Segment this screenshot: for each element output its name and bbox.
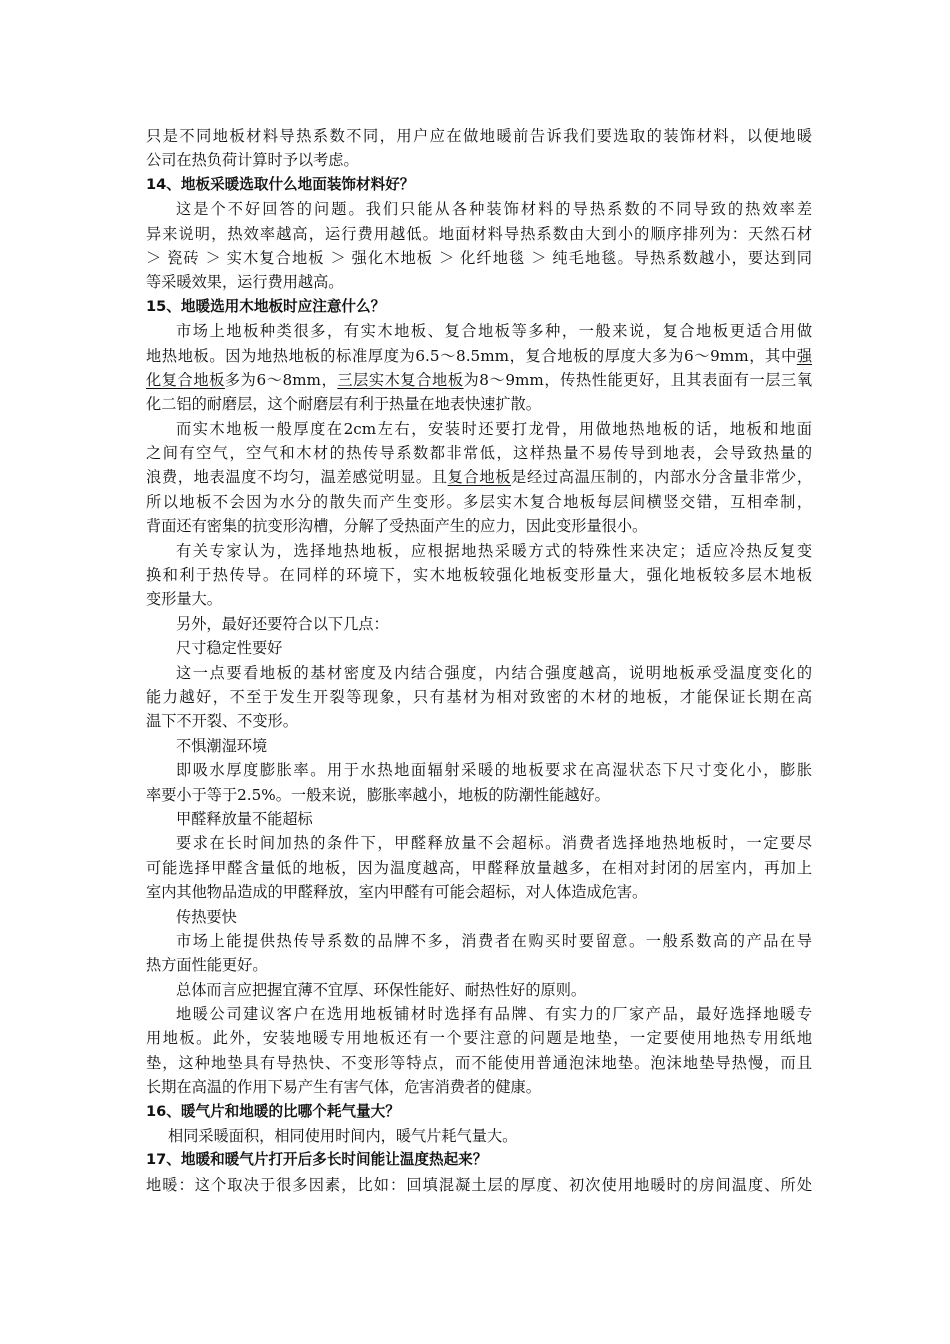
paragraph-line: 率要小于等于2.5%。一般来说，膨胀率越小，地板的防潮性能越好。 [146, 785, 610, 804]
paragraph-line: ＞ 瓷砖 ＞ 实木复合地板 ＞ 强化木地板 ＞ 化纤地毯 ＞ 纯毛地毯。导热系数越小，要达到同 [146, 248, 812, 267]
paragraph-line: 地暖公司建议客户在选用地板铺材时选择有品牌、有实力的厂家产品，最好选择地暖专 [176, 1005, 812, 1024]
text-segment: 浪费，地表温度不均匀，温差感觉明显。且 [146, 468, 448, 487]
underlined-term: 三层实木复合地板 [337, 370, 464, 389]
paragraph-line [146, 344, 812, 368]
text-segment: 地热地板。因为地热地板的标准厚度为6.5～8.5mm，复合地板的厚度大多为6～9mm，其中 [146, 346, 797, 365]
paragraph-line [146, 465, 812, 489]
underlined-term: 强 [796, 346, 812, 365]
section-heading: 15、地暖选用木地板时应注意什么？ [146, 297, 386, 315]
paragraph-line: 变形量大。 [146, 590, 222, 609]
paragraph-line: 所以地板不会因为水分的散失而产生变形。多层实木复合地板每层间横竖交错，互相牵制， [146, 492, 812, 511]
paragraph-line: 要求在长时间加热的条件下，甲醛释放量不会超标。消费者选择地热地板时，一定要尽 [176, 834, 812, 853]
section-heading: 14、地板采暖选取什么地面装饰材料好？ [146, 175, 415, 193]
paragraph-line: 温下不开裂、不变形。 [146, 712, 298, 731]
paragraph-line: 这是个不好回答的问题。我们只能从各种装饰材料的导热系数的不同导致的热效率差 [176, 200, 812, 219]
paragraph-line: 市场上能提供热传导系数的品牌不多，消费者在购买时要留意。一般系数高的产品在导 [176, 931, 812, 950]
paragraph-line: 尺寸稳定性要好 [176, 639, 283, 658]
text-segment: 多为6～8mm， [224, 370, 338, 389]
paragraph-line: 公司在热负荷计算时予以考虑。 [146, 151, 359, 170]
paragraph-line: 室内其他物品造成的甲醛释放，室内甲醛有可能会超标，对人体造成危害。 [146, 883, 648, 902]
paragraph-line: 化二铝的耐磨层，这个耐磨层有利于热量在地表快速扩散。 [146, 395, 541, 414]
paragraph-line: 市场上地板种类很多，有实木地板、复合地板等多种，一般来说，复合地板更适合用做 [176, 322, 812, 341]
paragraph-line: 长期在高温的作用下易产生有害气体，危害消费者的健康。 [146, 1078, 541, 1097]
paragraph-line: 之间有空气，空气和木材的热传导系数都非常低，这样热量不易传导到地表，会导致热量的 [146, 444, 812, 463]
section-heading: 16、暖气片和地暖的比哪个耗气量大？ [146, 1102, 400, 1120]
paragraph-line: 另外，最好还要符合以下几点： [176, 614, 389, 633]
underlined-term: 复合地板 [447, 468, 512, 487]
paragraph-line: 能力越好，不至于发生开裂等现象，只有基材为相对致密的木材的地板，才能保证长期在高 [146, 687, 812, 706]
paragraph-line: 用地板。此外，安装地暖专用地板还有一个要注意的问题是地垫，一定要使用地热专用纸地 [146, 1029, 812, 1048]
paragraph-line: 甲醛释放量不能超标 [176, 809, 313, 828]
paragraph-line: 异来说明，热效率越高，运行费用越低。地面材料导热系数由大到小的顺序排列为：天然石材 [146, 224, 812, 243]
document-body [146, 124, 812, 1197]
paragraph-line: 地暖：这个取决于很多因素，比如：回填混凝土层的厚度、初次使用地暖时的房间温度、所处 [146, 1175, 812, 1194]
paragraph-line: 不惧潮湿环境 [176, 736, 268, 755]
paragraph-line: 等采暖效果，运行费用越高。 [146, 273, 344, 292]
paragraph-line [146, 368, 812, 392]
paragraph-line: 这一点要看地板的基材密度及内结合强度，内结合强度越高，说明地板承受温度变化的 [176, 663, 812, 682]
paragraph-line: 传热要快 [176, 907, 237, 926]
text-segment: 为8～9mm，传热性能更好，且其表面有一层三氧 [463, 370, 813, 389]
paragraph-line: 总体而言应把握宜薄不宜厚、环保性能好、耐热性好的原则。 [176, 980, 587, 999]
underlined-term: 化复合地板 [146, 370, 225, 389]
paragraph-line: 热方面性能更好。 [146, 956, 268, 975]
paragraph-line: 而实木地板一般厚度在2cm左右，安装时还要打龙骨，用做地热地板的话，地板和地面 [176, 419, 812, 438]
section-heading: 17、地暖和暖气片打开后多长时间能让温度热起来？ [146, 1151, 488, 1169]
paragraph-line: 垫，这种地垫具有导热快、不变形等特点，而不能使用普通泡沫地垫。泡沫地垫导热慢，而且 [146, 1053, 812, 1072]
paragraph-line: 背面还有密集的抗变形沟槽，分解了受热面产生的应力，因此变形量很小。 [146, 517, 648, 536]
paragraph-line: 可能选择甲醛含量低的地板，因为温度越高，甲醛释放量越多，在相对封闭的居室内，再加上 [146, 858, 812, 877]
paragraph-line: 只是不同地板材料导热系数不同，用户应在做地暖前告诉我们要选取的装饰材料，以便地暖 [146, 127, 812, 145]
text-segment: 是经过高温压制的，内部水分含量非常少， [511, 468, 813, 487]
paragraph-line: 有关专家认为，选择地热地板，应根据地热采暖方式的特殊性来决定；适应冷热反复变 [176, 541, 812, 560]
paragraph-line: 换和利于热传导。在同样的环境下，实木地板较强化地板变形量大，强化地板较多层木地板 [146, 566, 812, 585]
paragraph-line: 即吸水厚度膨胀率。用于水热地面辐射采暖的地板要求在高湿状态下尺寸变化小，膨胀 [176, 761, 812, 780]
paragraph-line: 相同采暖面积，相同使用时间内，暖气片耗气量大。 [168, 1127, 518, 1146]
